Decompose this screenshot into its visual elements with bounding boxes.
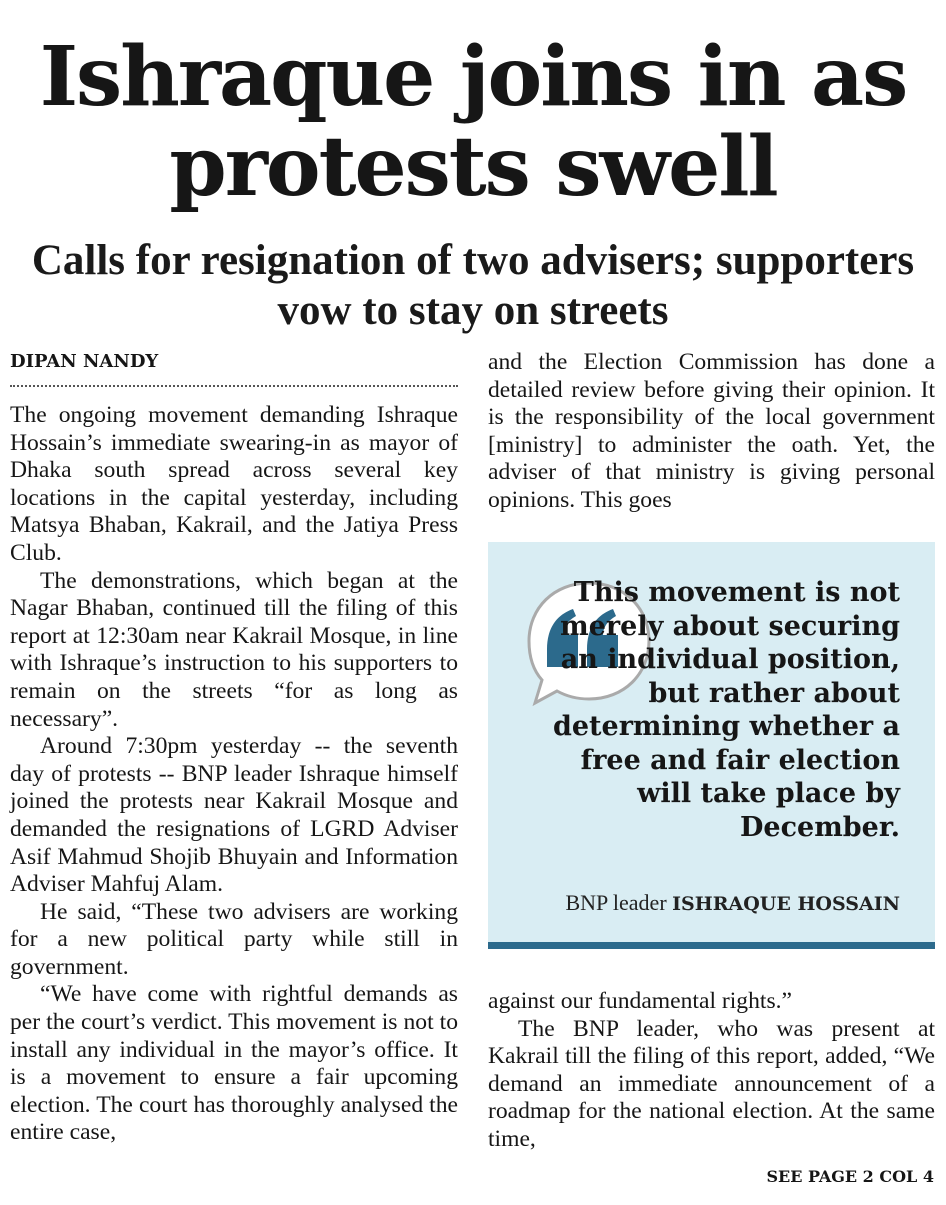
- headline: [0, 29, 946, 215]
- paragraph: He said, “These two advisers are working for a new political party while still in government.: [10, 898, 458, 980]
- paragraph: The demonstrations, which began at the Nagar Bhaban, continued till the filing of this report at 12:30am near Kakrail Mosque, in line with Ishraque’s instruction to his supporters to remain on the streets “for as long as necessary”.: [10, 567, 458, 732]
- attribution-prefix: BNP leader: [565, 890, 667, 915]
- paragraph: The BNP leader, who was present at Kakrail till the filing of this report, added, “We demand an immediate announcement of a roadmap for the national election. At the same time,: [488, 1015, 935, 1152]
- pull-quote-attribution: [565, 889, 900, 918]
- paragraph: “We have come with rightful demands as per the court’s verdict. This movement is not to install any individual in the mayor’s office. It is a movement to ensure a fair upcoming election. The court has thoroughly analysed the entire case,: [10, 981, 458, 1146]
- paragraph: Around 7:30pm yesterday -- the seventh day of protests -- BNP leader Ishraque himself joined the protests near Kakrail Mosque and demanded the resignations of LGRD Adviser Asif Mahmud Shojib Bhuyain and Information Adviser Mahfuj Alam.: [10, 733, 458, 898]
- headline-text: Ishraque joins in as protests swell: [39, 29, 907, 215]
- right-column-top: [488, 349, 935, 515]
- jump-line: SEE PAGE 2 COL 4: [766, 1167, 934, 1186]
- byline-divider: [10, 385, 458, 387]
- left-column: [10, 402, 458, 1147]
- paragraph: The ongoing movement demanding Ishraque Hossain’s immediate swearing-in as mayor of Dhaka south spread across several key locations in the capital yesterday, including Matsya Bhaban, Kakrail, and the Jatiya Press Club.: [10, 402, 458, 566]
- deck-subheadline: [0, 236, 946, 336]
- paragraph: against our fundamental rights.”: [488, 988, 793, 1014]
- right-column-bottom: [488, 988, 935, 1154]
- deck-text: Calls for resignation of two advisers; supporters vow to stay on streets: [31, 237, 915, 334]
- pull-quote-box: [488, 542, 935, 949]
- paragraph: and the Election Commission has done a detailed review before giving their opinion. It is the responsibility of the local government [ministry] to administer the oath. Yet, the adviser of that ministry is giving personal opinions. This goes: [488, 349, 935, 513]
- byline: DIPAN NANDY: [10, 351, 159, 372]
- attribution-name: ISHRAQUE HOSSAIN: [672, 893, 900, 915]
- pull-quote-text: This movement is not merely about securing an individual position, but rather about determining whether a free and fair election will take place by December.: [552, 577, 900, 843]
